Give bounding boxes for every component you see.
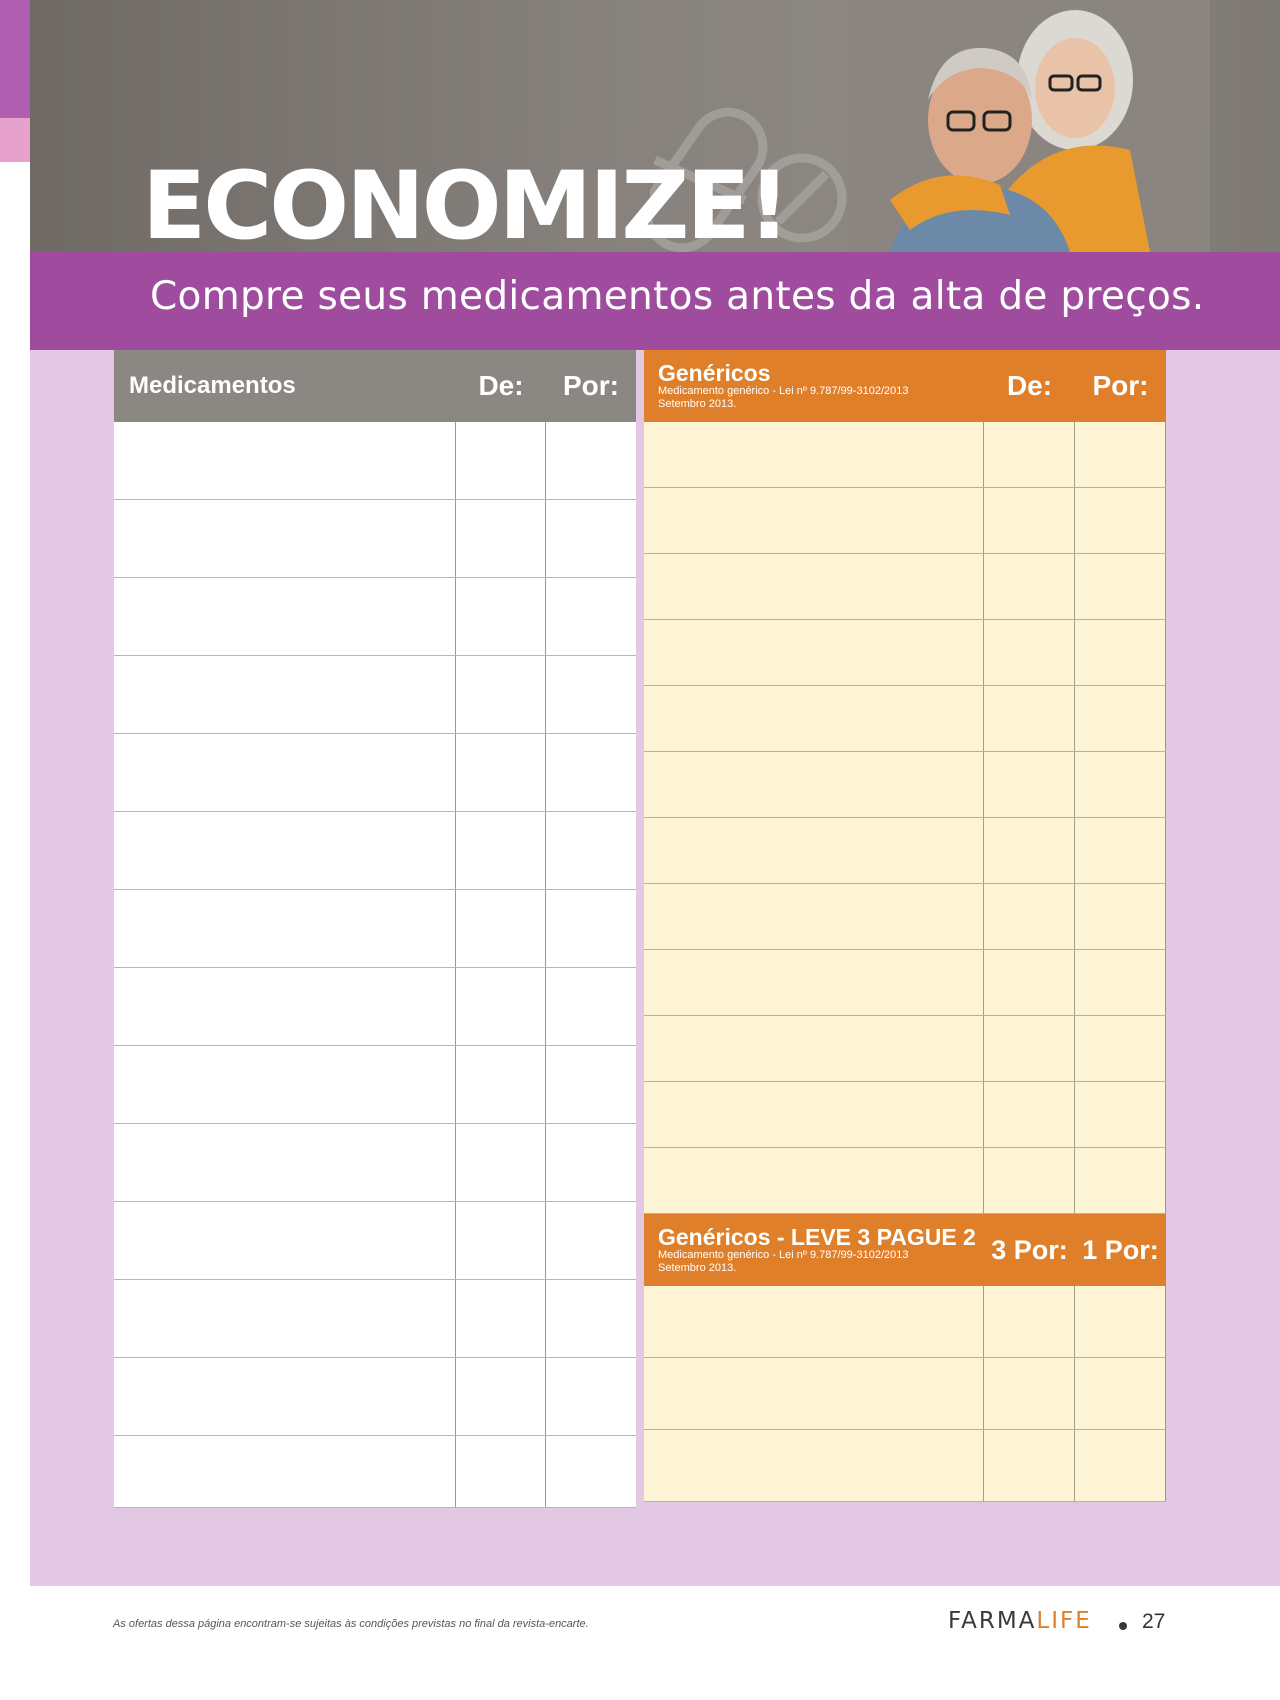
medicamentos-cell-name	[114, 578, 456, 655]
column-header-por: Por:	[563, 370, 619, 401]
genericos-cell-por	[1075, 884, 1166, 949]
leve3-column-header-1-por: 1 Por:	[1082, 1234, 1159, 1265]
leve3-table-header	[644, 1214, 1166, 1286]
medicamentos-cell-por	[546, 734, 636, 811]
leve3-title: Genéricos - LEVE 3 PAGUE 2	[658, 1224, 976, 1250]
leve3-row	[644, 1286, 1166, 1358]
brand-logo	[948, 1608, 1092, 1634]
genericos-cell-por	[1075, 752, 1166, 817]
medicamentos-row	[114, 968, 636, 1046]
leve3-cell-por	[1075, 1430, 1166, 1501]
genericos-row	[644, 752, 1166, 818]
leve3-note-line1: Medicamento genérico - Lei nº 9.787/99-3102/2013	[658, 1249, 909, 1261]
genericos-row	[644, 1016, 1166, 1082]
genericos-cell-por	[1075, 950, 1166, 1015]
medicamentos-cell-name	[114, 656, 456, 733]
medicamentos-cell-name	[114, 422, 456, 499]
genericos-note-line2: Setembro 2013.	[658, 398, 737, 410]
medicamentos-cell-de	[456, 422, 546, 499]
medicamentos-cell-de	[456, 1046, 546, 1123]
medicamentos-cell-por	[546, 1202, 636, 1279]
leve3-cell-name	[644, 1358, 984, 1429]
genericos-row	[644, 488, 1166, 554]
medicamentos-row	[114, 500, 636, 578]
medicamentos-cell-name	[114, 968, 456, 1045]
medicamentos-cell-por	[546, 812, 636, 889]
edge-tab-pink	[0, 118, 30, 162]
medicamentos-row	[114, 422, 636, 500]
medicamentos-table-body	[114, 422, 636, 1508]
leve3-header-cell	[644, 1225, 984, 1275]
medicamentos-cell-de	[456, 1124, 546, 1201]
medicamentos-row	[114, 1046, 636, 1124]
genericos-cell-de	[984, 752, 1075, 817]
leve3-row	[644, 1358, 1166, 1430]
hero-banner	[30, 0, 1280, 252]
separator-dot	[1119, 1622, 1127, 1630]
genericos-cell-name	[644, 818, 984, 883]
medicamentos-row	[114, 734, 636, 812]
medicamentos-cell-por	[546, 1124, 636, 1201]
genericos-row	[644, 686, 1166, 752]
page-number: 27	[1142, 1610, 1166, 1633]
genericos-row	[644, 554, 1166, 620]
genericos-table	[644, 350, 1166, 1214]
genericos-cell-name	[644, 554, 984, 619]
medicamentos-cell-de	[456, 968, 546, 1045]
medicamentos-cell-name	[114, 1358, 456, 1435]
genericos-row	[644, 1082, 1166, 1148]
leve3-cell-por	[1075, 1286, 1166, 1357]
genericos-row	[644, 884, 1166, 950]
genericos-cell-por	[1075, 818, 1166, 883]
medicamentos-cell-por	[546, 1046, 636, 1123]
genericos-row	[644, 818, 1166, 884]
medicamentos-cell-por	[546, 968, 636, 1045]
genericos-cell-de	[984, 950, 1075, 1015]
medicamentos-row	[114, 1202, 636, 1280]
column-header-medicamentos: Medicamentos	[129, 372, 296, 399]
subtitle-bar	[30, 252, 1280, 350]
genericos-cell-por	[1075, 620, 1166, 685]
genericos-cell-por	[1075, 686, 1166, 751]
genericos-cell-de	[984, 884, 1075, 949]
medicamentos-cell-por	[546, 422, 636, 499]
medicamentos-cell-por	[546, 1436, 636, 1507]
leve3-table	[644, 1214, 1166, 1502]
genericos-table-header	[644, 350, 1166, 422]
banner-subtitle: Compre seus medicamentos antes da alta de preços.	[150, 274, 1205, 319]
footer-disclaimer: As ofertas dessa página encontram-se sujeitas às condições previstas no final da revista-encarte.	[113, 1618, 589, 1630]
genericos-title: Genéricos	[658, 360, 771, 386]
medicamentos-table-header	[114, 350, 636, 422]
medicamentos-table	[114, 350, 636, 1508]
genericos-cell-de	[984, 686, 1075, 751]
medicamentos-cell-de	[456, 500, 546, 577]
brand-part1: FARMA	[948, 1608, 1037, 1634]
genericos-row	[644, 950, 1166, 1016]
genericos-cell-name	[644, 422, 984, 487]
medicamentos-cell-name	[114, 500, 456, 577]
medicamentos-cell-por	[546, 890, 636, 967]
genericos-column-header-por: Por:	[1092, 370, 1149, 401]
medicamentos-cell-de	[456, 890, 546, 967]
medicamentos-cell-de	[456, 656, 546, 733]
leve3-note-line2: Setembro 2013.	[658, 1262, 737, 1274]
genericos-row	[644, 620, 1166, 686]
leve3-cell-por	[1075, 1358, 1166, 1429]
leve3-row	[644, 1430, 1166, 1502]
medicamentos-cell-name	[114, 812, 456, 889]
genericos-row	[644, 422, 1166, 488]
medicamentos-row	[114, 1280, 636, 1358]
medicamentos-cell-name	[114, 1124, 456, 1201]
genericos-cell-de	[984, 1082, 1075, 1147]
medicamentos-cell-por	[546, 1358, 636, 1435]
medicamentos-cell-de	[456, 734, 546, 811]
medicamentos-cell-name	[114, 1436, 456, 1507]
genericos-cell-name	[644, 488, 984, 553]
genericos-cell-de	[984, 1016, 1075, 1081]
genericos-cell-por	[1075, 1016, 1166, 1081]
genericos-cell-name	[644, 1082, 984, 1147]
banner-title: ECONOMIZE!	[142, 152, 788, 252]
medicamentos-cell-por	[546, 500, 636, 577]
genericos-cell-name	[644, 1148, 984, 1213]
medicamentos-row	[114, 578, 636, 656]
medicamentos-cell-name	[114, 890, 456, 967]
genericos-table-body	[644, 422, 1166, 1214]
genericos-cell-por	[1075, 1082, 1166, 1147]
leve3-column-header-3-por: 3 Por:	[991, 1234, 1068, 1265]
medicamentos-row	[114, 1358, 636, 1436]
medicamentos-cell-de	[456, 1358, 546, 1435]
medicamentos-cell-de	[456, 1280, 546, 1357]
medicamentos-cell-por	[546, 656, 636, 733]
tables-panel	[30, 350, 1280, 1586]
medicamentos-row	[114, 890, 636, 968]
genericos-cell-de	[984, 818, 1075, 883]
medicamentos-cell-name	[114, 1202, 456, 1279]
medicamentos-cell-name	[114, 1046, 456, 1123]
genericos-cell-name	[644, 686, 984, 751]
leve3-cell-de	[984, 1358, 1075, 1429]
genericos-cell-de	[984, 422, 1075, 487]
edge-tab-purple	[0, 0, 30, 118]
genericos-cell-name	[644, 752, 984, 817]
genericos-cell-por	[1075, 1148, 1166, 1213]
genericos-cell-de	[984, 554, 1075, 619]
medicamentos-cell-por	[546, 1280, 636, 1357]
genericos-cell-por	[1075, 422, 1166, 487]
genericos-cell-de	[984, 488, 1075, 553]
medicamentos-row	[114, 656, 636, 734]
medicamentos-row	[114, 1124, 636, 1202]
medicamentos-row	[114, 812, 636, 890]
medicamentos-cell-por	[546, 578, 636, 655]
leve3-table-body	[644, 1286, 1166, 1502]
leve3-cell-de	[984, 1430, 1075, 1501]
genericos-cell-name	[644, 884, 984, 949]
leve3-cell-name	[644, 1430, 984, 1501]
leve3-cell-de	[984, 1286, 1075, 1357]
genericos-cell-de	[984, 1148, 1075, 1213]
column-header-de: De:	[478, 370, 524, 401]
genericos-row	[644, 1148, 1166, 1214]
medicamentos-cell-de	[456, 812, 546, 889]
genericos-column-header-de: De:	[1006, 370, 1053, 401]
medicamentos-cell-de	[456, 1436, 546, 1507]
medicamentos-cell-name	[114, 734, 456, 811]
brand-part2: LIFE	[1036, 1608, 1092, 1634]
medicamentos-cell-de	[456, 578, 546, 655]
couple-photo	[850, 0, 1210, 252]
medicamentos-cell-name	[114, 1280, 456, 1357]
genericos-cell-name	[644, 620, 984, 685]
genericos-header-cell	[644, 361, 984, 411]
medicamentos-cell-de	[456, 1202, 546, 1279]
leve3-cell-name	[644, 1286, 984, 1357]
genericos-cell-name	[644, 1016, 984, 1081]
genericos-note-line1: Medicamento genérico - Lei nº 9.787/99-3102/2013	[658, 385, 909, 397]
medicamentos-row	[114, 1436, 636, 1508]
genericos-cell-por	[1075, 488, 1166, 553]
genericos-cell-por	[1075, 554, 1166, 619]
genericos-cell-name	[644, 950, 984, 1015]
genericos-cell-de	[984, 620, 1075, 685]
